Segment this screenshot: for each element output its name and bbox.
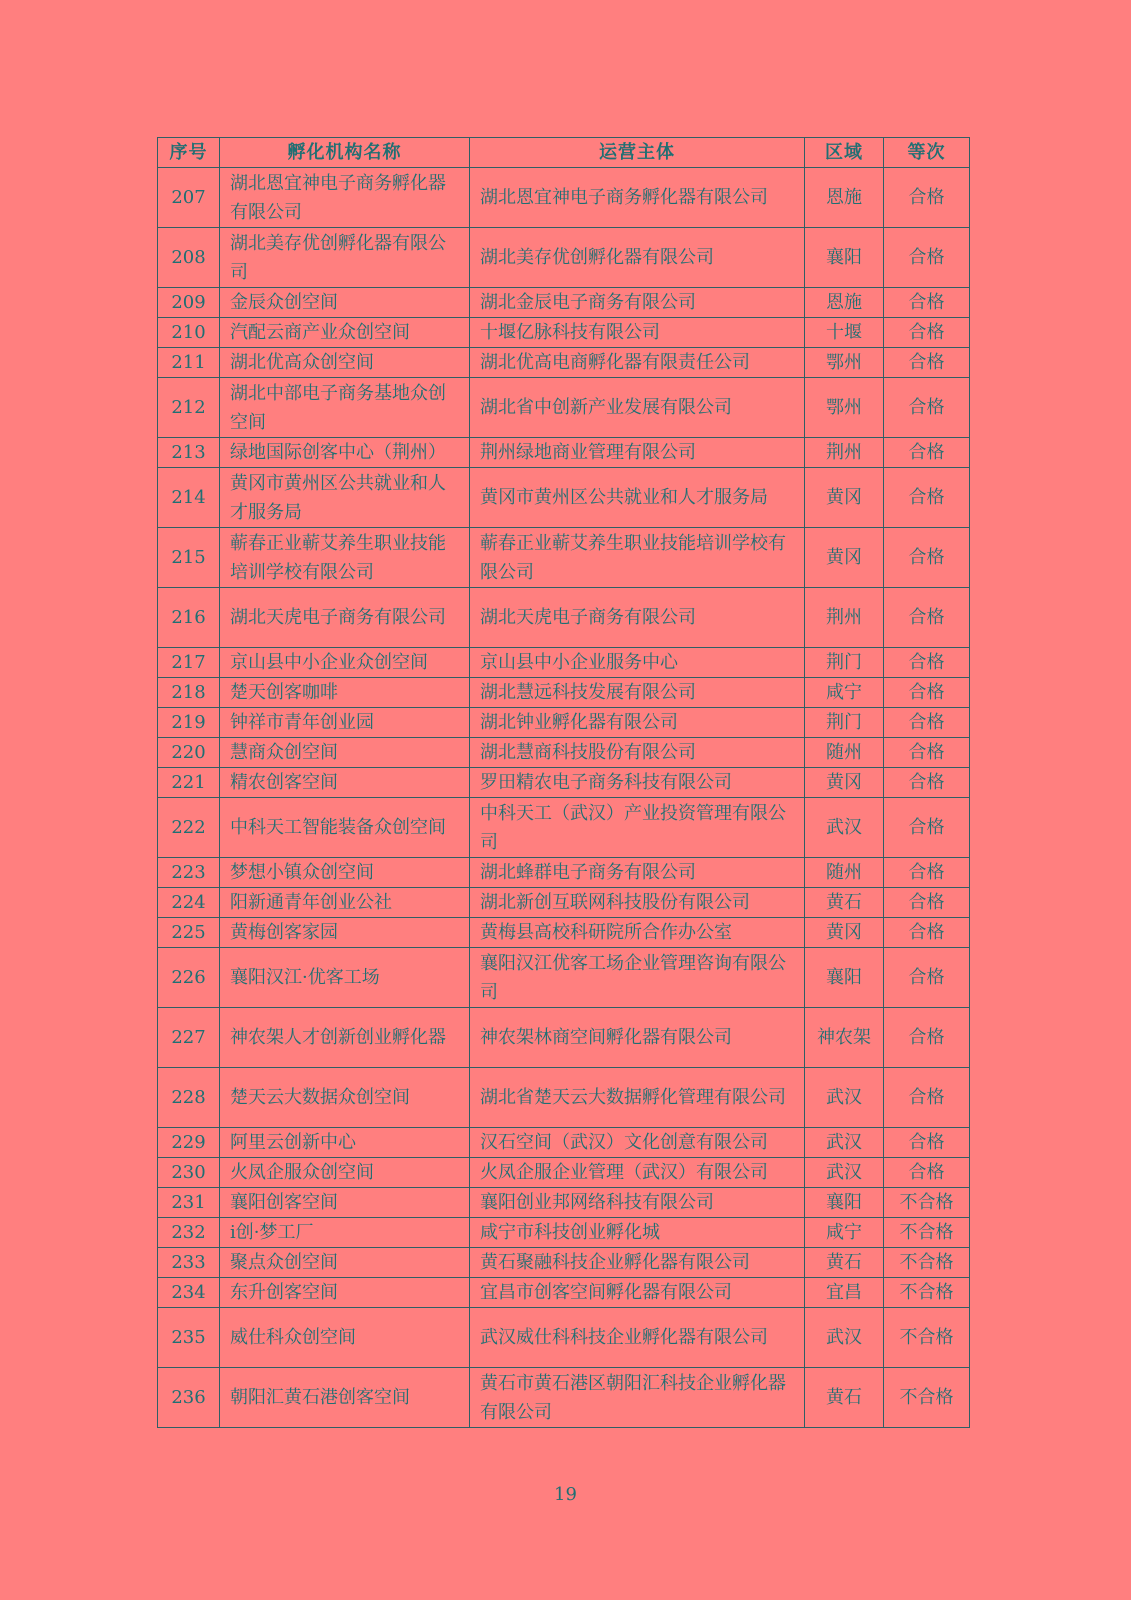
grade-cell: 不合格 bbox=[884, 1248, 970, 1278]
serial-cell: 215 bbox=[158, 528, 220, 588]
incubator-name-cell: 湖北优高众创空间 bbox=[220, 348, 470, 378]
grade-cell: 不合格 bbox=[884, 1188, 970, 1218]
table-row bbox=[158, 948, 970, 1008]
operator-cell: 荆州绿地商业管理有限公司 bbox=[470, 438, 805, 468]
table-row bbox=[158, 378, 970, 438]
grade-cell: 合格 bbox=[884, 528, 970, 588]
grade-cell: 合格 bbox=[884, 168, 970, 228]
region-cell: 武汉 bbox=[805, 1158, 884, 1188]
operator-cell: 十堰亿脉科技有限公司 bbox=[470, 318, 805, 348]
incubator-name-cell: 阳新通青年创业公社 bbox=[220, 888, 470, 918]
header-operator: 运营主体 bbox=[470, 138, 805, 168]
region-cell: 黄石 bbox=[805, 1248, 884, 1278]
incubator-table bbox=[157, 137, 970, 1428]
serial-cell: 212 bbox=[158, 378, 220, 438]
serial-cell: 227 bbox=[158, 1008, 220, 1068]
region-cell: 黄石 bbox=[805, 1368, 884, 1428]
table-row bbox=[158, 768, 970, 798]
serial-cell: 236 bbox=[158, 1368, 220, 1428]
incubator-name-cell: 聚点众创空间 bbox=[220, 1248, 470, 1278]
table-row bbox=[158, 678, 970, 708]
operator-cell: 湖北慧远科技发展有限公司 bbox=[470, 678, 805, 708]
grade-cell: 合格 bbox=[884, 948, 970, 1008]
region-cell: 随州 bbox=[805, 738, 884, 768]
operator-cell: 咸宁市科技创业孵化城 bbox=[470, 1218, 805, 1248]
serial-cell: 232 bbox=[158, 1218, 220, 1248]
operator-cell: 罗田精农电子商务科技有限公司 bbox=[470, 768, 805, 798]
table-row bbox=[158, 468, 970, 528]
region-cell: 恩施 bbox=[805, 288, 884, 318]
serial-cell: 210 bbox=[158, 318, 220, 348]
region-cell: 神农架 bbox=[805, 1008, 884, 1068]
region-cell: 黄冈 bbox=[805, 468, 884, 528]
incubator-name-cell: 湖北天虎电子商务有限公司 bbox=[220, 588, 470, 648]
grade-cell: 合格 bbox=[884, 708, 970, 738]
serial-cell: 221 bbox=[158, 768, 220, 798]
operator-cell: 火凤企服企业管理（武汉）有限公司 bbox=[470, 1158, 805, 1188]
incubator-name-cell: 慧商众创空间 bbox=[220, 738, 470, 768]
grade-cell: 合格 bbox=[884, 858, 970, 888]
region-cell: 恩施 bbox=[805, 168, 884, 228]
operator-cell: 京山县中小企业服务中心 bbox=[470, 648, 805, 678]
table-row bbox=[158, 348, 970, 378]
incubator-name-cell: 蕲春正业蕲艾养生职业技能培训学校有限公司 bbox=[220, 528, 470, 588]
table-row bbox=[158, 228, 970, 288]
incubator-name-cell: 绿地国际创客中心（荆州） bbox=[220, 438, 470, 468]
operator-cell: 黄梅县高校科研院所合作办公室 bbox=[470, 918, 805, 948]
table-row bbox=[158, 918, 970, 948]
serial-cell: 217 bbox=[158, 648, 220, 678]
serial-cell: 222 bbox=[158, 798, 220, 858]
grade-cell: 合格 bbox=[884, 1008, 970, 1068]
region-cell: 黄冈 bbox=[805, 768, 884, 798]
table-row bbox=[158, 1368, 970, 1428]
serial-cell: 229 bbox=[158, 1128, 220, 1158]
serial-cell: 211 bbox=[158, 348, 220, 378]
region-cell: 荆门 bbox=[805, 648, 884, 678]
grade-cell: 合格 bbox=[884, 798, 970, 858]
serial-cell: 230 bbox=[158, 1158, 220, 1188]
operator-cell: 襄阳汉江优客工场企业管理咨询有限公司 bbox=[470, 948, 805, 1008]
incubator-name-cell: 楚天创客咖啡 bbox=[220, 678, 470, 708]
incubator-name-cell: 中科天工智能装备众创空间 bbox=[220, 798, 470, 858]
operator-cell: 湖北慧商科技股份有限公司 bbox=[470, 738, 805, 768]
serial-cell: 235 bbox=[158, 1308, 220, 1368]
operator-cell: 神农架林商空间孵化器有限公司 bbox=[470, 1008, 805, 1068]
grade-cell: 合格 bbox=[884, 738, 970, 768]
grade-cell: 合格 bbox=[884, 1158, 970, 1188]
incubator-name-cell: 神农架人才创新创业孵化器 bbox=[220, 1008, 470, 1068]
table-row bbox=[158, 1278, 970, 1308]
incubator-name-cell: 火凤企服众创空间 bbox=[220, 1158, 470, 1188]
incubator-name-cell: 湖北恩宜神电子商务孵化器有限公司 bbox=[220, 168, 470, 228]
serial-cell: 216 bbox=[158, 588, 220, 648]
grade-cell: 合格 bbox=[884, 318, 970, 348]
operator-cell: 湖北金辰电子商务有限公司 bbox=[470, 288, 805, 318]
table-row bbox=[158, 1158, 970, 1188]
incubator-name-cell: 湖北美存优创孵化器有限公司 bbox=[220, 228, 470, 288]
serial-cell: 207 bbox=[158, 168, 220, 228]
region-cell: 武汉 bbox=[805, 798, 884, 858]
serial-cell: 214 bbox=[158, 468, 220, 528]
region-cell: 武汉 bbox=[805, 1128, 884, 1158]
serial-cell: 234 bbox=[158, 1278, 220, 1308]
operator-cell: 汉石空间（武汉）文化创意有限公司 bbox=[470, 1128, 805, 1158]
region-cell: 襄阳 bbox=[805, 948, 884, 1008]
incubator-name-cell: 朝阳汇黄石港创客空间 bbox=[220, 1368, 470, 1428]
operator-cell: 蕲春正业蕲艾养生职业技能培训学校有限公司 bbox=[470, 528, 805, 588]
table-row bbox=[158, 528, 970, 588]
region-cell: 黄冈 bbox=[805, 918, 884, 948]
region-cell: 武汉 bbox=[805, 1308, 884, 1368]
region-cell: 咸宁 bbox=[805, 1218, 884, 1248]
header-serial: 序号 bbox=[158, 138, 220, 168]
table-row bbox=[158, 1068, 970, 1128]
serial-cell: 228 bbox=[158, 1068, 220, 1128]
operator-cell: 湖北蜂群电子商务有限公司 bbox=[470, 858, 805, 888]
serial-cell: 219 bbox=[158, 708, 220, 738]
table-row bbox=[158, 1218, 970, 1248]
incubator-name-cell: 襄阳汉江·优客工场 bbox=[220, 948, 470, 1008]
operator-cell: 湖北省楚天云大数据孵化管理有限公司 bbox=[470, 1068, 805, 1128]
incubator-name-cell: 黄梅创客家园 bbox=[220, 918, 470, 948]
grade-cell: 合格 bbox=[884, 1128, 970, 1158]
grade-cell: 合格 bbox=[884, 378, 970, 438]
serial-cell: 231 bbox=[158, 1188, 220, 1218]
operator-cell: 湖北天虎电子商务有限公司 bbox=[470, 588, 805, 648]
grade-cell: 合格 bbox=[884, 1068, 970, 1128]
serial-cell: 218 bbox=[158, 678, 220, 708]
incubator-name-cell: 阿里云创新中心 bbox=[220, 1128, 470, 1158]
region-cell: 武汉 bbox=[805, 1068, 884, 1128]
grade-cell: 合格 bbox=[884, 348, 970, 378]
table-row bbox=[158, 648, 970, 678]
region-cell: 黄冈 bbox=[805, 528, 884, 588]
serial-cell: 224 bbox=[158, 888, 220, 918]
serial-cell: 223 bbox=[158, 858, 220, 888]
page-number: 19 bbox=[554, 1484, 577, 1505]
region-cell: 黄石 bbox=[805, 888, 884, 918]
operator-cell: 黄石市黄石港区朝阳汇科技企业孵化器有限公司 bbox=[470, 1368, 805, 1428]
serial-cell: 233 bbox=[158, 1248, 220, 1278]
header-incubator-name: 孵化机构名称 bbox=[220, 138, 470, 168]
table-header-row bbox=[158, 138, 970, 168]
operator-cell: 湖北恩宜神电子商务孵化器有限公司 bbox=[470, 168, 805, 228]
operator-cell: 襄阳创业邦网络科技有限公司 bbox=[470, 1188, 805, 1218]
region-cell: 荆州 bbox=[805, 588, 884, 648]
serial-cell: 220 bbox=[158, 738, 220, 768]
grade-cell: 合格 bbox=[884, 678, 970, 708]
serial-cell: 226 bbox=[158, 948, 220, 1008]
table-row bbox=[158, 798, 970, 858]
incubator-name-cell: 黄冈市黄州区公共就业和人才服务局 bbox=[220, 468, 470, 528]
incubator-name-cell: 京山县中小企业众创空间 bbox=[220, 648, 470, 678]
grade-cell: 合格 bbox=[884, 228, 970, 288]
table-row bbox=[158, 588, 970, 648]
table-row bbox=[158, 1128, 970, 1158]
table-body bbox=[158, 168, 970, 1428]
serial-cell: 208 bbox=[158, 228, 220, 288]
incubator-name-cell: 东升创客空间 bbox=[220, 1278, 470, 1308]
operator-cell: 宜昌市创客空间孵化器有限公司 bbox=[470, 1278, 805, 1308]
grade-cell: 合格 bbox=[884, 468, 970, 528]
operator-cell: 湖北优高电商孵化器有限责任公司 bbox=[470, 348, 805, 378]
grade-cell: 合格 bbox=[884, 888, 970, 918]
region-cell: 荆州 bbox=[805, 438, 884, 468]
table-row bbox=[158, 288, 970, 318]
incubator-name-cell: 梦想小镇众创空间 bbox=[220, 858, 470, 888]
grade-cell: 合格 bbox=[884, 648, 970, 678]
table-row bbox=[158, 738, 970, 768]
region-cell: 宜昌 bbox=[805, 1278, 884, 1308]
region-cell: 襄阳 bbox=[805, 228, 884, 288]
grade-cell: 合格 bbox=[884, 288, 970, 318]
header-region: 区域 bbox=[805, 138, 884, 168]
operator-cell: 武汉威仕科科技企业孵化器有限公司 bbox=[470, 1308, 805, 1368]
region-cell: 随州 bbox=[805, 858, 884, 888]
region-cell: 襄阳 bbox=[805, 1188, 884, 1218]
incubator-name-cell: 楚天云大数据众创空间 bbox=[220, 1068, 470, 1128]
region-cell: 十堰 bbox=[805, 318, 884, 348]
region-cell: 鄂州 bbox=[805, 348, 884, 378]
grade-cell: 合格 bbox=[884, 918, 970, 948]
header-grade: 等次 bbox=[884, 138, 970, 168]
operator-cell: 湖北钟业孵化器有限公司 bbox=[470, 708, 805, 738]
table-row bbox=[158, 318, 970, 348]
table-row bbox=[158, 1188, 970, 1218]
incubator-name-cell: 钟祥市青年创业园 bbox=[220, 708, 470, 738]
incubator-name-cell: 金辰众创空间 bbox=[220, 288, 470, 318]
grade-cell: 不合格 bbox=[884, 1278, 970, 1308]
region-cell: 鄂州 bbox=[805, 378, 884, 438]
operator-cell: 湖北省中创新产业发展有限公司 bbox=[470, 378, 805, 438]
operator-cell: 湖北新创互联网科技股份有限公司 bbox=[470, 888, 805, 918]
operator-cell: 湖北美存优创孵化器有限公司 bbox=[470, 228, 805, 288]
incubator-name-cell: 汽配云商产业众创空间 bbox=[220, 318, 470, 348]
grade-cell: 不合格 bbox=[884, 1368, 970, 1428]
region-cell: 荆门 bbox=[805, 708, 884, 738]
incubator-name-cell: 湖北中部电子商务基地众创空间 bbox=[220, 378, 470, 438]
serial-cell: 213 bbox=[158, 438, 220, 468]
table-row bbox=[158, 1248, 970, 1278]
table-row bbox=[158, 1308, 970, 1368]
operator-cell: 黄冈市黄州区公共就业和人才服务局 bbox=[470, 468, 805, 528]
table-row bbox=[158, 888, 970, 918]
grade-cell: 合格 bbox=[884, 588, 970, 648]
serial-cell: 209 bbox=[158, 288, 220, 318]
operator-cell: 中科天工（武汉）产业投资管理有限公司 bbox=[470, 798, 805, 858]
table-row bbox=[158, 708, 970, 738]
grade-cell: 不合格 bbox=[884, 1308, 970, 1368]
serial-cell: 225 bbox=[158, 918, 220, 948]
table-row bbox=[158, 858, 970, 888]
incubator-name-cell: 精农创客空间 bbox=[220, 768, 470, 798]
table-row bbox=[158, 1008, 970, 1068]
grade-cell: 合格 bbox=[884, 438, 970, 468]
table-row bbox=[158, 168, 970, 228]
incubator-name-cell: i创·梦工厂 bbox=[220, 1218, 470, 1248]
table-row bbox=[158, 438, 970, 468]
operator-cell: 黄石聚融科技企业孵化器有限公司 bbox=[470, 1248, 805, 1278]
region-cell: 咸宁 bbox=[805, 678, 884, 708]
incubator-name-cell: 襄阳创客空间 bbox=[220, 1188, 470, 1218]
grade-cell: 不合格 bbox=[884, 1218, 970, 1248]
grade-cell: 合格 bbox=[884, 768, 970, 798]
incubator-name-cell: 威仕科众创空间 bbox=[220, 1308, 470, 1368]
